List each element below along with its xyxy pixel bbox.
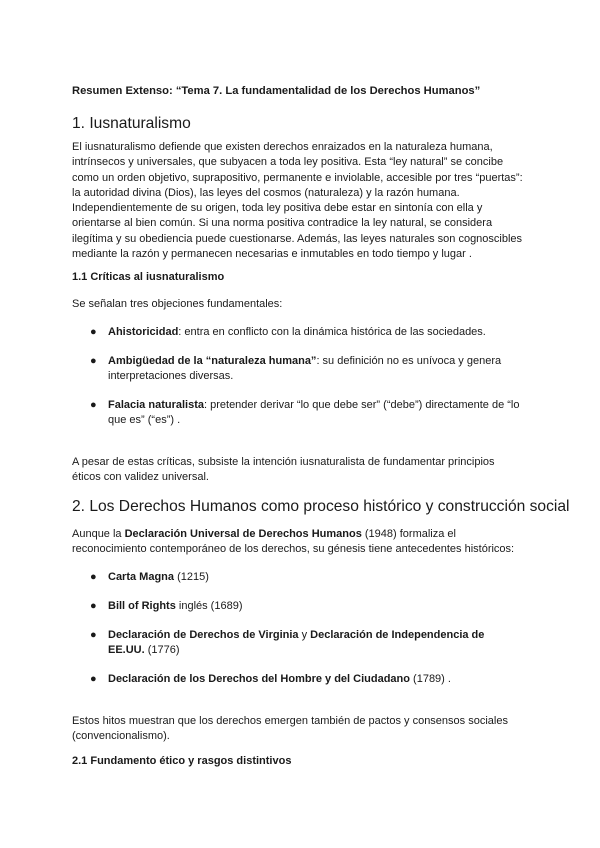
text-line: (convencionalismo). (72, 730, 170, 743)
text-line: como un orden objetivo, suprapositivo, permanente e inviolable, accesible por tres “puertas”: (72, 171, 523, 184)
text-line: la autoridad divina (Dios), las leyes del cosmos (naturaleza) y la razón humana. (72, 186, 460, 199)
text-line: orientarse al bien común. Si una norma positiva contradice la ley natural, se considera (72, 217, 493, 230)
text-line: ilegítima y su obediencia puede cuestionarse. Además, las leyes naturales son cognoscibles (72, 232, 523, 245)
text-line: reconocimiento contemporáneo de los derechos, su génesis tiene antecedentes históricos: (72, 543, 515, 556)
section1-closing (72, 455, 532, 486)
text-line: mediante la razón y permanecen necesarias e inmutables en todo tiempo y lugar . (72, 248, 472, 261)
bullet-term: Carta Magna (108, 571, 175, 583)
bullet-text: : su definición no es unívoca y genera (316, 355, 502, 367)
bullet-icon: ● (90, 629, 97, 641)
bullet-term: Ambigüedad de la “naturaleza humana” (108, 355, 317, 367)
bullet-term: EE.UU. (108, 644, 145, 657)
text-bold: Declaración Universal de Derechos Humanos (124, 528, 362, 540)
section2-intro (72, 527, 532, 558)
bullet-text: (1215) (174, 571, 209, 583)
text-line: Estos hitos muestran que los derechos emergen también de pactos y consensos sociales (72, 715, 508, 727)
section2-closing (72, 714, 532, 745)
bullet-icon: ● (90, 600, 97, 612)
bullet-icon: ● (90, 355, 97, 367)
bullet-text: (1776) (144, 644, 180, 657)
bullet-term: Falacia naturalista (108, 399, 204, 411)
section1-heading: 1. Iusnaturalismo (72, 115, 191, 132)
doc-title: Resumen Extenso: “Tema 7. La fundamentalidad de los Derechos Humanos” (72, 85, 481, 97)
bullet-text: que es” (“es”) . (108, 414, 181, 427)
bullet-term: Ahistoricidad (108, 326, 179, 338)
bullet-text: : pretender derivar “lo que debe ser” (“debe”) directamente de “lo (204, 399, 520, 411)
bullet-text: interpretaciones diversas. (108, 370, 234, 383)
section2-subheading: 2.1 Fundamento ético y rasgos distintivos (72, 755, 292, 767)
section1-intro (72, 297, 532, 312)
text-line: intrínsecos y universales, que subyacen a toda ley positiva. Esta “ley natural” se concibe (72, 156, 504, 169)
bullet-text: (1789) . (409, 673, 451, 685)
bullet-term: Declaración de Derechos de Virginia (108, 629, 299, 641)
bullet-text: inglés (1689) (175, 600, 243, 612)
bullet-text: y (298, 629, 311, 641)
text-line: Independientemente de su origen, toda ley positiva debe estar en sintonía con ella y (72, 202, 483, 215)
text-line: El iusnaturalismo defiende que existen derechos enraizados en la naturaleza humana, (72, 141, 493, 153)
text-fragment: Aunque la (72, 528, 125, 540)
bullet-term: Declaración de Independencia de (310, 629, 485, 641)
text-line: A pesar de estas críticas, subsiste la intención iusnaturalista de fundamentar principios (72, 456, 495, 468)
text-fragment: (1948) formaliza el (361, 528, 456, 540)
bullet-term: Bill of Rights (108, 600, 176, 612)
bullet-icon: ● (90, 326, 97, 338)
bullet-icon: ● (90, 673, 97, 685)
bullet-term: Declaración de los Derechos del Hombre y del Ciudadano (108, 673, 410, 685)
section1-subheading: 1.1 Críticas al iusnaturalismo (72, 271, 225, 283)
section2-heading: 2. Los Derechos Humanos como proceso histórico y construcción social (72, 498, 570, 515)
text-line: Se señalan tres objeciones fundamentales: (72, 298, 283, 310)
bullet-icon: ● (90, 399, 97, 411)
bullet-text: : entra en conflicto con la dinámica histórica de las sociedades. (178, 326, 486, 338)
bullet-icon: ● (90, 571, 97, 583)
section1-paragraph (72, 140, 532, 262)
text-line: éticos con validez universal. (72, 471, 209, 484)
